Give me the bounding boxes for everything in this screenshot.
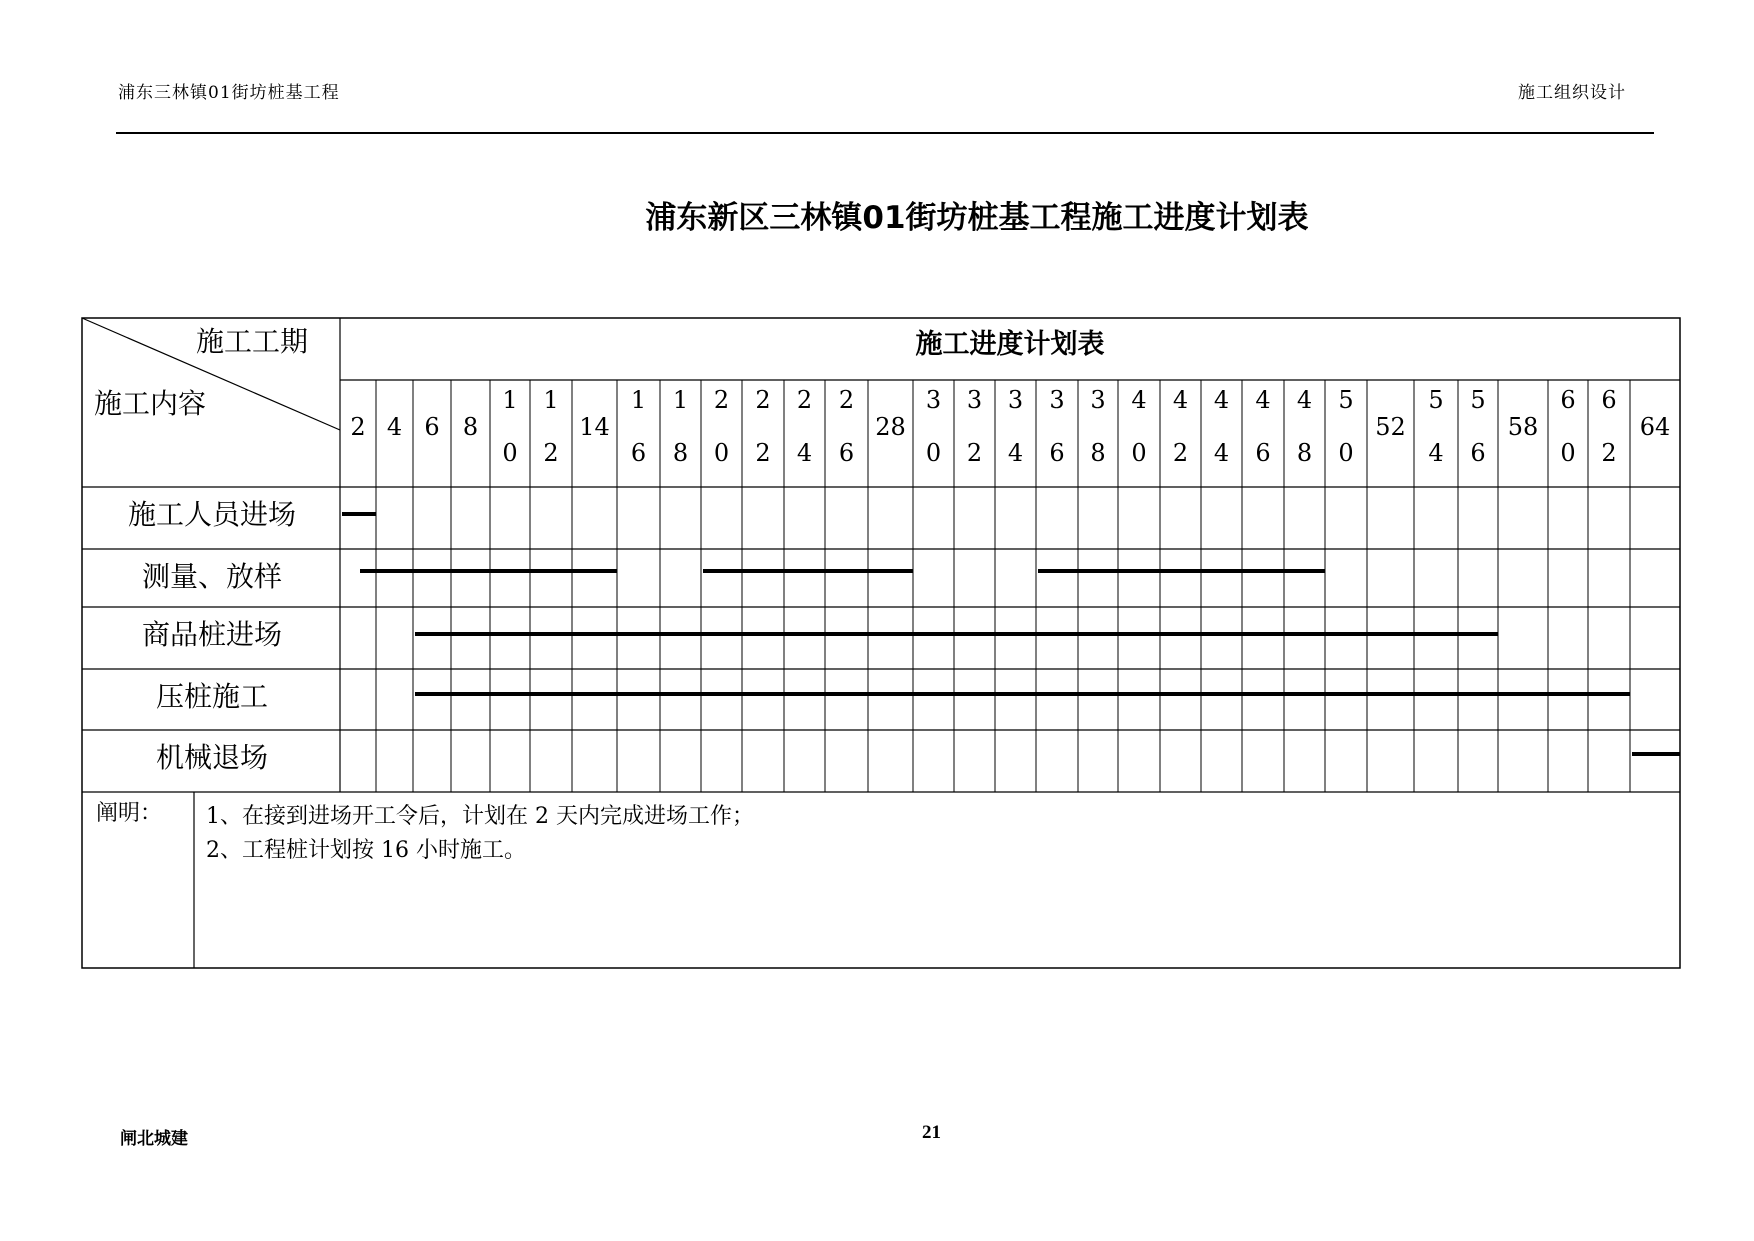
day-label: 64 xyxy=(1639,413,1671,441)
day-label-top: 3 xyxy=(1007,386,1024,414)
day-label-bottom: 4 xyxy=(1007,439,1024,467)
day-label-top: 2 xyxy=(796,386,813,414)
day-label-top: 3 xyxy=(1049,386,1065,414)
day-label-bottom: 2 xyxy=(1601,439,1617,467)
day-label: 8 xyxy=(462,413,479,441)
day-label-bottom: 0 xyxy=(1560,439,1576,467)
day-label-top: 4 xyxy=(1131,386,1147,414)
day-label-bottom: 4 xyxy=(1213,439,1230,467)
day-label: 58 xyxy=(1507,413,1539,441)
day-label-bottom: 8 xyxy=(1296,439,1313,467)
day-label-bottom: 8 xyxy=(672,439,689,467)
day-label-bottom: 6 xyxy=(1049,439,1065,467)
day-label-top: 1 xyxy=(630,386,647,414)
day-label-top: 4 xyxy=(1213,386,1230,414)
day-label-bottom: 2 xyxy=(966,439,983,467)
day-label-top: 4 xyxy=(1296,386,1313,414)
day-label-top: 5 xyxy=(1338,386,1354,414)
day-label-bottom: 8 xyxy=(1090,439,1106,467)
day-label-top: 1 xyxy=(672,386,689,414)
corner-label-period: 施工工期 xyxy=(196,325,309,358)
day-label-bottom: 2 xyxy=(1172,439,1189,467)
day-label-top: 2 xyxy=(838,386,855,414)
day-label-bottom: 6 xyxy=(1470,439,1486,467)
day-label-bottom: 6 xyxy=(1255,439,1271,467)
note-line-2: 2、工程桩计划按 16 小时施工。 xyxy=(206,838,526,863)
header-document-type: 施工组织设计 xyxy=(1518,83,1626,103)
schedule-title: 施工进度计划表 xyxy=(915,329,1105,360)
notes-body xyxy=(206,800,754,868)
task-label: 施工人员进场 xyxy=(127,498,296,531)
corner-label-content: 施工内容 xyxy=(94,387,207,420)
day-label-top: 4 xyxy=(1172,386,1189,414)
header-project-name: 浦东三林镇01街坊桩基工程 xyxy=(118,83,340,103)
task-label: 机械退场 xyxy=(155,741,268,774)
day-label-top: 2 xyxy=(755,386,771,414)
day-label-top: 4 xyxy=(1255,386,1271,414)
task-label: 商品桩进场 xyxy=(141,618,282,651)
notes-label: 阐明： xyxy=(96,801,163,826)
day-label: 4 xyxy=(386,413,403,441)
page-title: 浦东新区三林镇01街坊桩基工程施工进度计划表 xyxy=(645,200,1309,236)
day-label-top: 5 xyxy=(1470,386,1486,414)
day-label-top: 1 xyxy=(543,386,559,414)
task-label: 测量、放样 xyxy=(141,560,282,593)
day-label: 52 xyxy=(1375,413,1406,441)
day-label: 28 xyxy=(875,413,906,441)
day-label-bottom: 6 xyxy=(630,439,647,467)
task-label: 压桩施工 xyxy=(155,680,268,713)
note-line-1: 1、在接到进场开工令后，计划在 2 天内完成进场工作； xyxy=(206,804,754,829)
day-label-bottom: 0 xyxy=(502,439,518,467)
footer-company: 闸北城建 xyxy=(120,1129,188,1149)
day-label-bottom: 4 xyxy=(796,439,813,467)
day-label: 6 xyxy=(424,413,440,441)
day-label-top: 1 xyxy=(502,386,518,414)
page-number: 21 xyxy=(922,1122,941,1143)
day-label-top: 3 xyxy=(966,386,983,414)
day-label-top: 3 xyxy=(925,386,942,414)
day-label-top: 6 xyxy=(1560,386,1576,414)
day-label-bottom: 2 xyxy=(755,439,771,467)
day-label-bottom: 0 xyxy=(925,439,942,467)
day-label: 2 xyxy=(350,413,366,441)
day-label: 14 xyxy=(579,413,610,441)
day-label-bottom: 6 xyxy=(838,439,855,467)
day-label-top: 3 xyxy=(1090,386,1106,414)
day-label-top: 2 xyxy=(713,386,730,414)
day-label-top: 5 xyxy=(1428,386,1444,414)
day-label-bottom: 2 xyxy=(543,439,559,467)
day-label-bottom: 4 xyxy=(1428,439,1444,467)
day-label-bottom: 0 xyxy=(1131,439,1147,467)
day-label-top: 6 xyxy=(1601,386,1617,414)
day-label-bottom: 0 xyxy=(1338,439,1354,467)
day-label-bottom: 0 xyxy=(713,439,730,467)
